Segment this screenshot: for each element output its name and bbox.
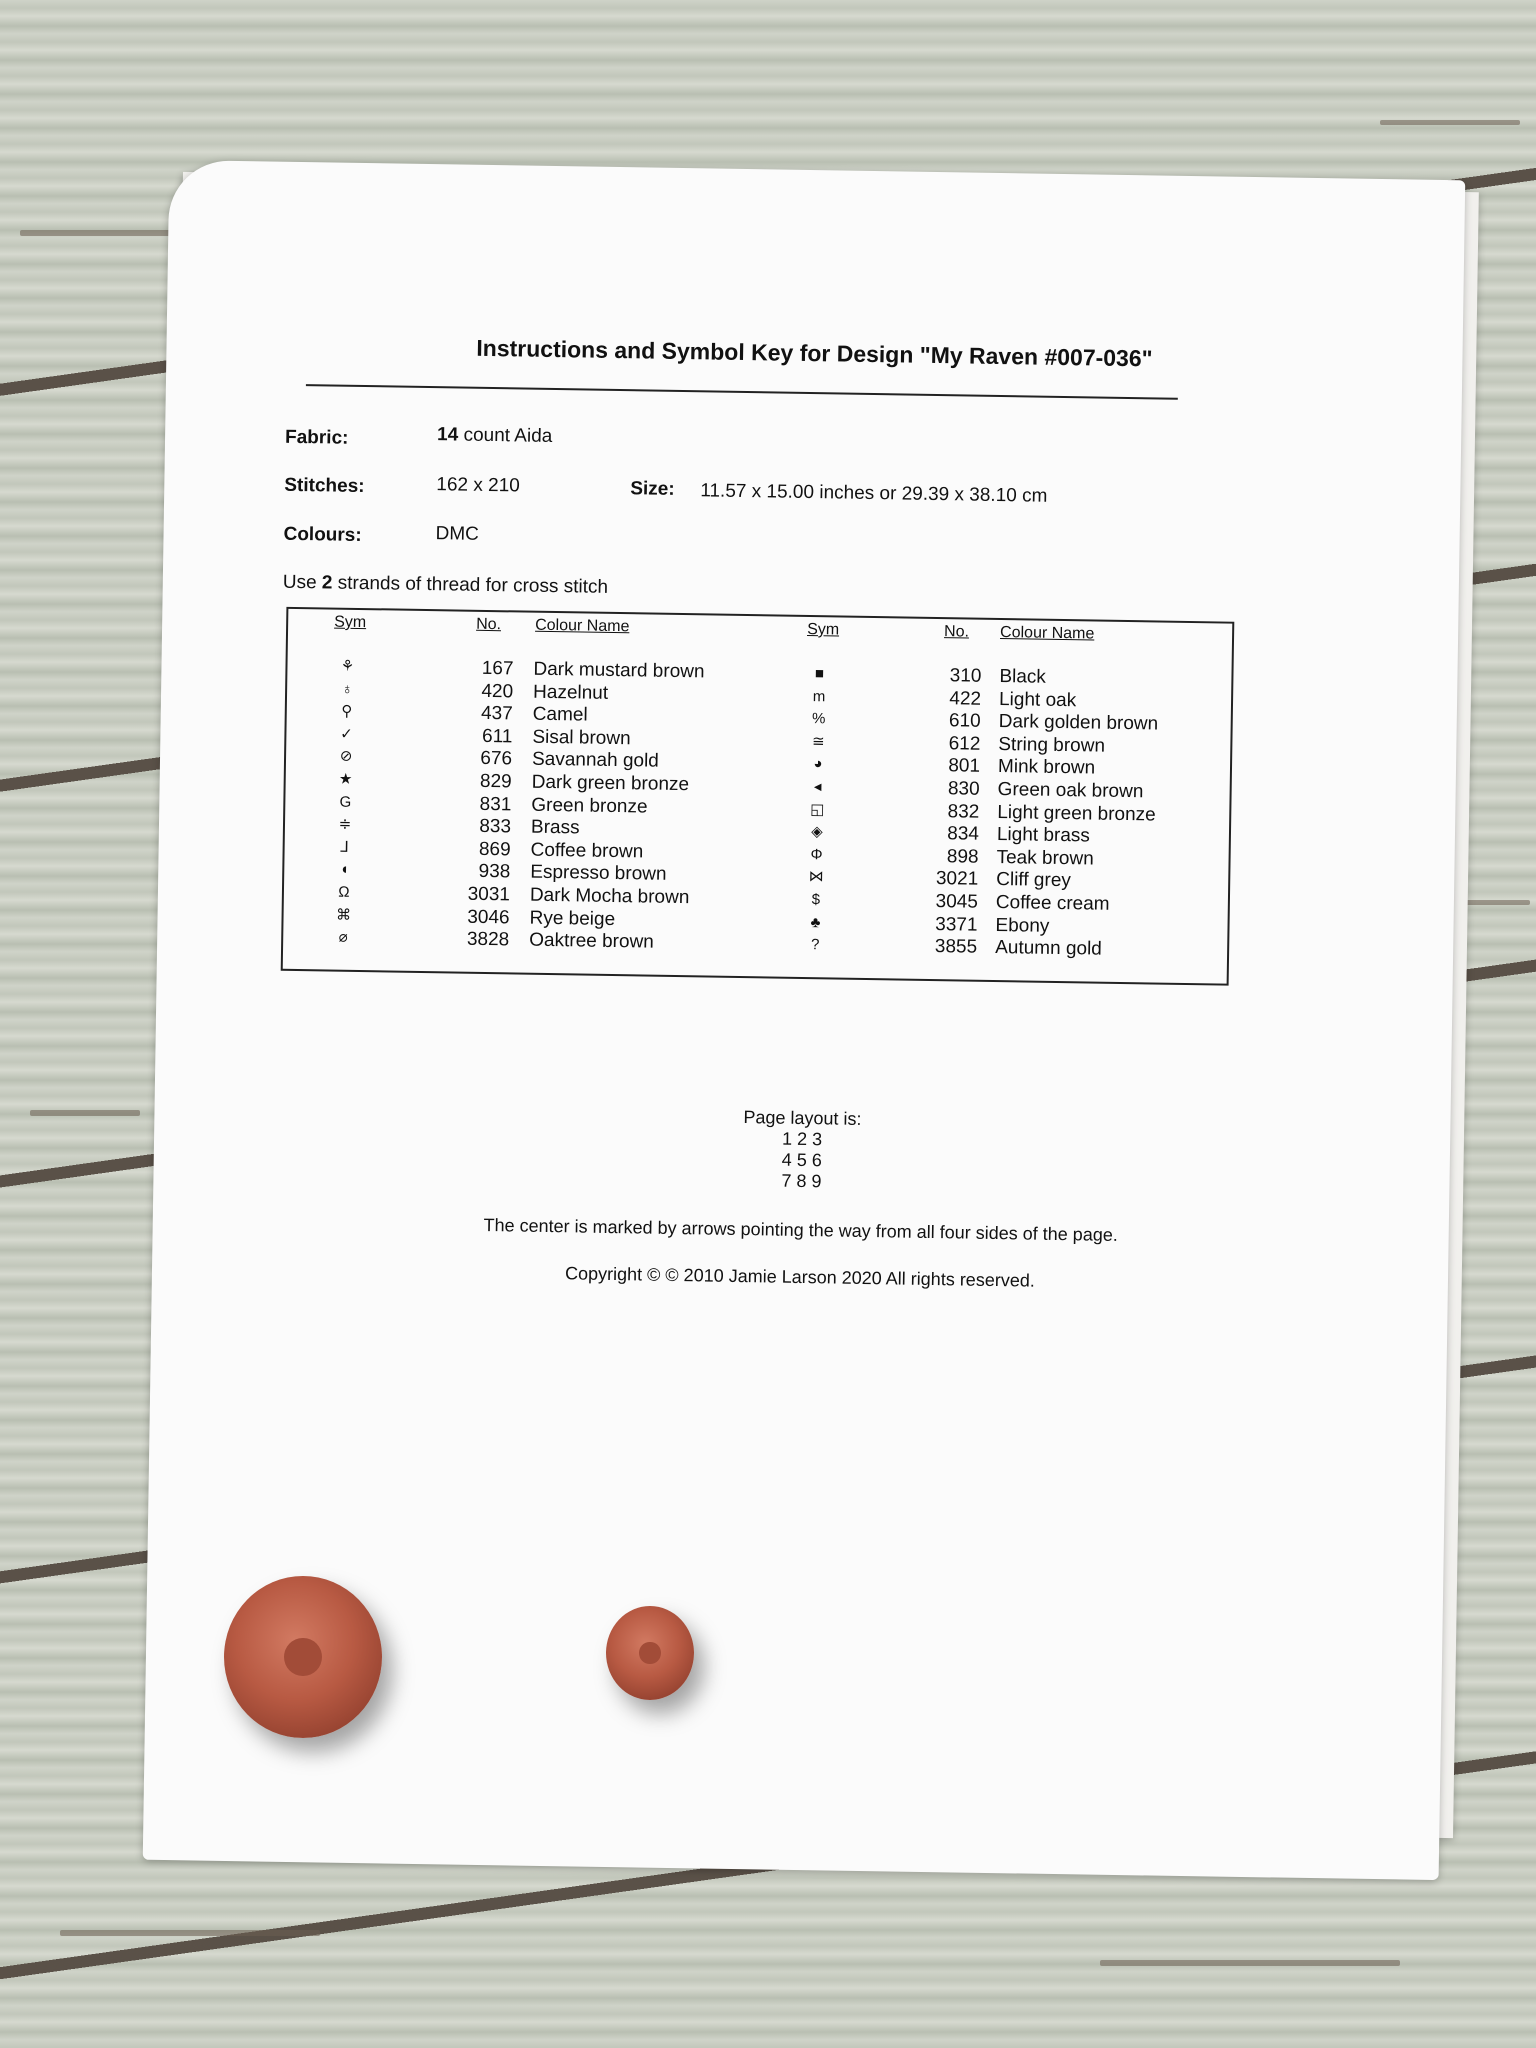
left-sym-cell: ✓ bbox=[340, 725, 353, 743]
left-no-cell: 3031 bbox=[467, 883, 511, 906]
left-name-cell: Rye beige bbox=[529, 907, 616, 930]
page-layout-block bbox=[153, 1098, 1450, 1202]
fabric-type: count Aida bbox=[458, 424, 553, 447]
colours-label bbox=[283, 524, 361, 547]
right-sym-cell: % bbox=[811, 710, 826, 728]
right-no-cell: 834 bbox=[947, 823, 980, 845]
right-name-cell: String brown bbox=[998, 733, 1106, 757]
right-sym-column bbox=[795, 663, 840, 957]
right-name-cell: Dark golden brown bbox=[998, 711, 1159, 735]
right-name-cell: Ebony bbox=[995, 914, 1050, 937]
left-no-cell: 938 bbox=[478, 861, 511, 883]
left-sym-cell: ★ bbox=[338, 770, 353, 788]
header-no-right: No. bbox=[943, 623, 970, 641]
wood-stain bbox=[1100, 1960, 1400, 1966]
left-no-cell: 829 bbox=[479, 770, 512, 793]
left-no-cell: 3046 bbox=[467, 906, 510, 928]
page-title: Instructions and Symbol Key for Design "My Raven #007-036" bbox=[476, 334, 1153, 372]
right-no-cell: 3371 bbox=[935, 913, 978, 936]
right-sym-cell: ? bbox=[810, 936, 820, 954]
symbol-key-table bbox=[281, 607, 1235, 986]
left-name-cell: Dark green bronze bbox=[531, 771, 690, 796]
fabric-value bbox=[437, 424, 553, 448]
left-no-cell: 676 bbox=[480, 748, 513, 770]
page-layout-row: 7 8 9 bbox=[781, 1170, 822, 1192]
right-no-cell: 610 bbox=[948, 710, 981, 732]
left-no-cell: 167 bbox=[481, 657, 514, 680]
right-no-cell: 422 bbox=[949, 687, 982, 710]
header-sym-right: Sym bbox=[807, 621, 840, 639]
page-layout-label: Page layout is: bbox=[743, 1107, 862, 1129]
pumpkin-bead-small bbox=[606, 1606, 694, 1700]
header-name-left: Colour Name bbox=[535, 616, 630, 636]
page-layout-row: 1 2 3 bbox=[781, 1128, 823, 1150]
stitches-value: 162 x 210 bbox=[436, 474, 520, 497]
left-name-cell: Camel bbox=[532, 703, 588, 726]
strands-count: 2 bbox=[321, 572, 333, 594]
header-name-right: Colour Name bbox=[999, 624, 1095, 643]
left-sym-cell: ⚲ bbox=[341, 702, 353, 721]
strands-pre: Use bbox=[282, 571, 323, 594]
right-name-cell: Green oak brown bbox=[997, 778, 1144, 803]
left-name-cell: Espresso brown bbox=[530, 862, 667, 886]
left-sym-cell: ⅃ bbox=[340, 838, 349, 856]
right-sym-cell: ◕ bbox=[813, 755, 823, 773]
left-no-cell: 831 bbox=[479, 793, 512, 815]
left-name-cell: Savannah gold bbox=[531, 749, 659, 773]
fabric-row bbox=[285, 427, 349, 450]
left-sym-cell: Ω bbox=[338, 883, 350, 901]
wood-stain bbox=[30, 1110, 140, 1116]
header-no-left: No. bbox=[476, 615, 502, 634]
right-no-cell: 801 bbox=[948, 755, 981, 778]
copyright-notice: Copyright © © 2010 Jamie Larson 2020 All rights reserved. bbox=[564, 1263, 1035, 1291]
right-number-column bbox=[909, 665, 982, 960]
left-name-cell: Green bronze bbox=[531, 794, 648, 818]
strands-post: strands of thread for cross stitch bbox=[332, 572, 609, 598]
left-sym-cell: ◖ bbox=[339, 861, 349, 879]
left-no-cell: 869 bbox=[478, 838, 511, 861]
left-no-cell: 420 bbox=[481, 680, 514, 702]
right-name-cell: Light oak bbox=[998, 688, 1077, 711]
right-sym-cell: $ bbox=[811, 891, 821, 909]
strands-instruction bbox=[283, 572, 609, 599]
left-sym-cell: ⚘ bbox=[340, 657, 355, 675]
right-sym-cell: Φ bbox=[810, 845, 823, 864]
left-no-cell: 611 bbox=[481, 725, 513, 748]
right-sym-cell: m bbox=[812, 687, 826, 705]
colours-value: DMC bbox=[435, 523, 480, 545]
left-sym-column bbox=[323, 655, 368, 949]
left-sym-cell: ♁ bbox=[341, 680, 353, 698]
right-sym-cell: ◱ bbox=[810, 800, 825, 818]
right-no-cell: 832 bbox=[947, 800, 980, 823]
colours-label-text: Colours: bbox=[283, 523, 362, 546]
left-name-cell: Sisal brown bbox=[532, 726, 631, 750]
title-underline bbox=[306, 384, 1178, 400]
left-sym-cell: ⌘ bbox=[335, 906, 352, 924]
left-no-cell: 833 bbox=[479, 816, 512, 838]
wood-stain bbox=[1460, 900, 1530, 905]
right-name-cell: Teak brown bbox=[996, 846, 1094, 870]
right-sym-cell: ⋈ bbox=[808, 868, 824, 886]
size-label-text: Size: bbox=[630, 478, 675, 500]
left-number-column bbox=[443, 657, 514, 952]
left-name-cell: Dark mustard brown bbox=[533, 658, 705, 683]
left-name-column bbox=[529, 659, 784, 957]
left-sym-cell: G bbox=[339, 793, 352, 811]
left-name-cell: Brass bbox=[530, 816, 580, 839]
page-layout-row: 4 5 6 bbox=[781, 1149, 822, 1171]
pumpkin-bead-large bbox=[224, 1576, 382, 1738]
header-sym-left: Sym bbox=[334, 613, 367, 632]
left-name-cell: Hazelnut bbox=[532, 681, 609, 704]
right-no-cell: 898 bbox=[946, 845, 979, 868]
right-no-cell: 612 bbox=[948, 733, 981, 755]
left-name-cell: Dark Mocha brown bbox=[529, 884, 690, 909]
right-sym-cell: ◈ bbox=[811, 823, 823, 841]
right-sym-cell: ≅ bbox=[811, 732, 825, 751]
left-sym-cell: ⌀ bbox=[338, 928, 348, 946]
right-no-cell: 3021 bbox=[935, 868, 979, 891]
left-name-cell: Coffee brown bbox=[530, 839, 644, 863]
center-note: The center is marked by arrows pointing the way from all four sides of the page. bbox=[483, 1214, 1118, 1245]
right-sym-cell: ■ bbox=[814, 665, 825, 683]
right-name-cell: Mink brown bbox=[997, 756, 1096, 779]
left-sym-cell: ⊘ bbox=[339, 748, 353, 766]
right-sym-cell: ♣ bbox=[810, 913, 821, 931]
right-name-cell: Light green bronze bbox=[997, 801, 1156, 826]
left-name-cell: Oaktree brown bbox=[529, 929, 654, 953]
right-name-cell: Autumn gold bbox=[994, 937, 1102, 960]
right-sym-cell: ◂ bbox=[813, 778, 822, 796]
right-name-cell: Coffee cream bbox=[995, 891, 1110, 915]
stitches-label-text: Stitches: bbox=[284, 474, 365, 498]
stitches-label bbox=[284, 475, 365, 498]
size-label bbox=[630, 478, 675, 501]
wood-stain bbox=[1380, 120, 1520, 125]
right-name-cell: Light brass bbox=[996, 824, 1091, 847]
size-value: 11.57 x 15.00 inches or 29.39 x 38.10 cm bbox=[700, 480, 1048, 507]
wood-stain bbox=[60, 1930, 320, 1936]
fabric-label: Fabric: bbox=[284, 426, 349, 449]
left-no-cell: 437 bbox=[480, 703, 513, 725]
left-sym-cell: ≑ bbox=[338, 815, 352, 834]
right-no-cell: 3855 bbox=[934, 936, 978, 958]
right-name-cell: Black bbox=[999, 666, 1047, 688]
right-name-column bbox=[995, 666, 1220, 963]
fabric-count: 14 bbox=[436, 424, 459, 446]
right-no-cell: 830 bbox=[947, 778, 980, 800]
left-no-cell: 3828 bbox=[466, 928, 510, 951]
right-no-cell: 3045 bbox=[935, 890, 979, 913]
right-name-cell: Cliff grey bbox=[996, 869, 1072, 892]
right-no-cell: 310 bbox=[949, 665, 982, 687]
